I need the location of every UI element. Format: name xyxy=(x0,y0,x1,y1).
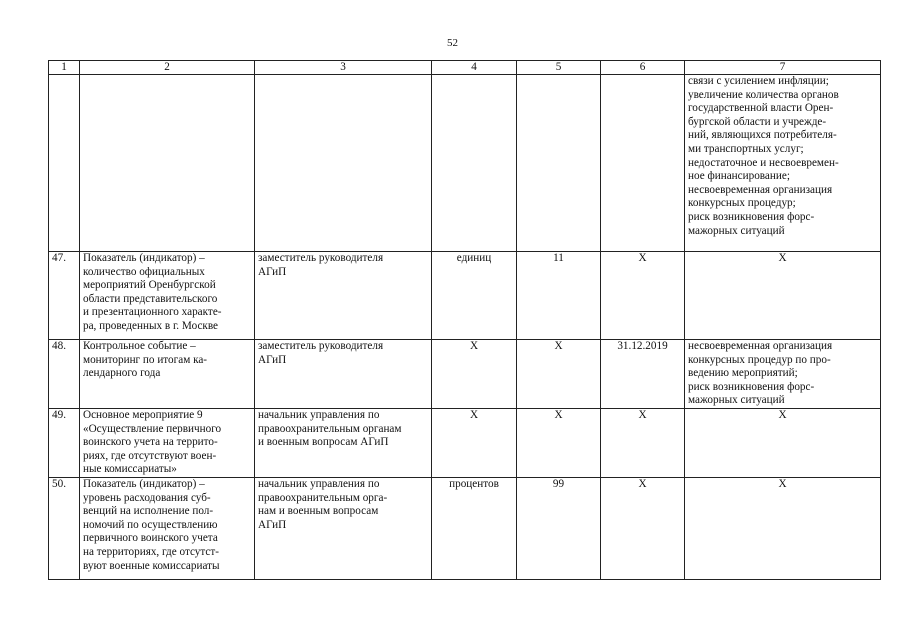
row-number-cell: 50. xyxy=(49,477,80,579)
table-cell xyxy=(49,75,80,252)
table-row xyxy=(49,477,881,579)
risks-cell: Х xyxy=(685,252,881,340)
table-row xyxy=(49,408,881,477)
column-header-7: 7 xyxy=(685,61,881,75)
column-header-2: 2 xyxy=(80,61,255,75)
row-number-cell: 49. xyxy=(49,408,80,477)
header-row xyxy=(49,61,881,75)
risks-cell: несвоевременная организация конкурсных процедур по про- ведению мероприятий; риск возникновения форс- мажорных ситуаций xyxy=(685,340,881,409)
deadline-cell: Х xyxy=(601,477,685,579)
deadline-cell: Х xyxy=(601,252,685,340)
name-cell: Показатель (индикатор) – уровень расходования суб- венций на исполнение пол- номочий по осуществлению первичного воинского учета на территориях, где отсутст- вуют военные комиссариаты xyxy=(80,477,255,579)
risks-cell: Х xyxy=(685,477,881,579)
unit-cell: Х xyxy=(432,408,517,477)
table-cell xyxy=(432,75,517,252)
column-header-5: 5 xyxy=(517,61,601,75)
measures-table xyxy=(48,60,881,580)
responsible-cell: начальник управления по правоохранительным органам и военным вопросам АГиП xyxy=(255,408,432,477)
table-row-continuation xyxy=(49,75,881,252)
column-header-4: 4 xyxy=(432,61,517,75)
page-number: 52 xyxy=(447,37,458,49)
table-row xyxy=(49,340,881,409)
table-cell xyxy=(601,75,685,252)
table-cell xyxy=(517,75,601,252)
responsible-cell: начальник управления по правоохранительным орга- нам и военным вопросам АГиП xyxy=(255,477,432,579)
name-cell: Контрольное событие – мониторинг по итогам ка- лендарного года xyxy=(80,340,255,409)
deadline-cell: Х xyxy=(601,408,685,477)
responsible-cell: заместитель руководителя АГиП xyxy=(255,252,432,340)
row-number-cell: 47. xyxy=(49,252,80,340)
unit-cell: процентов xyxy=(432,477,517,579)
value-cell: Х xyxy=(517,408,601,477)
column-header-6: 6 xyxy=(601,61,685,75)
row-number-cell: 48. xyxy=(49,340,80,409)
responsible-cell: заместитель руководителя АГиП xyxy=(255,340,432,409)
table-row xyxy=(49,252,881,340)
deadline-cell: 31.12.2019 xyxy=(601,340,685,409)
risks-cell: Х xyxy=(685,408,881,477)
column-header-3: 3 xyxy=(255,61,432,75)
name-cell: Показатель (индикатор) – количество официальных мероприятий Оренбургской области представительского и презентационного характе- ра, проведенных в г. Москве xyxy=(80,252,255,340)
unit-cell: единиц xyxy=(432,252,517,340)
value-cell: Х xyxy=(517,340,601,409)
risks-cell: связи с усилением инфляции; увеличение количества органов государственной власти Орен- бургской области и учрежде- ний, являющихся потребителя- ми транспортных услуг; недостаточное и несвоевремен- ное финансирование; несвоевременная организация конкурсных процедур; риск возникновения форс- мажорных ситуаций xyxy=(685,75,881,252)
column-header-1: 1 xyxy=(49,61,80,75)
value-cell: 11 xyxy=(517,252,601,340)
table-cell xyxy=(80,75,255,252)
table-cell xyxy=(255,75,432,252)
unit-cell: Х xyxy=(432,340,517,409)
value-cell: 99 xyxy=(517,477,601,579)
name-cell: Основное мероприятие 9 «Осуществление первичного воинского учета на террито- риях, где отсутствуют воен- ные комиссариаты» xyxy=(80,408,255,477)
